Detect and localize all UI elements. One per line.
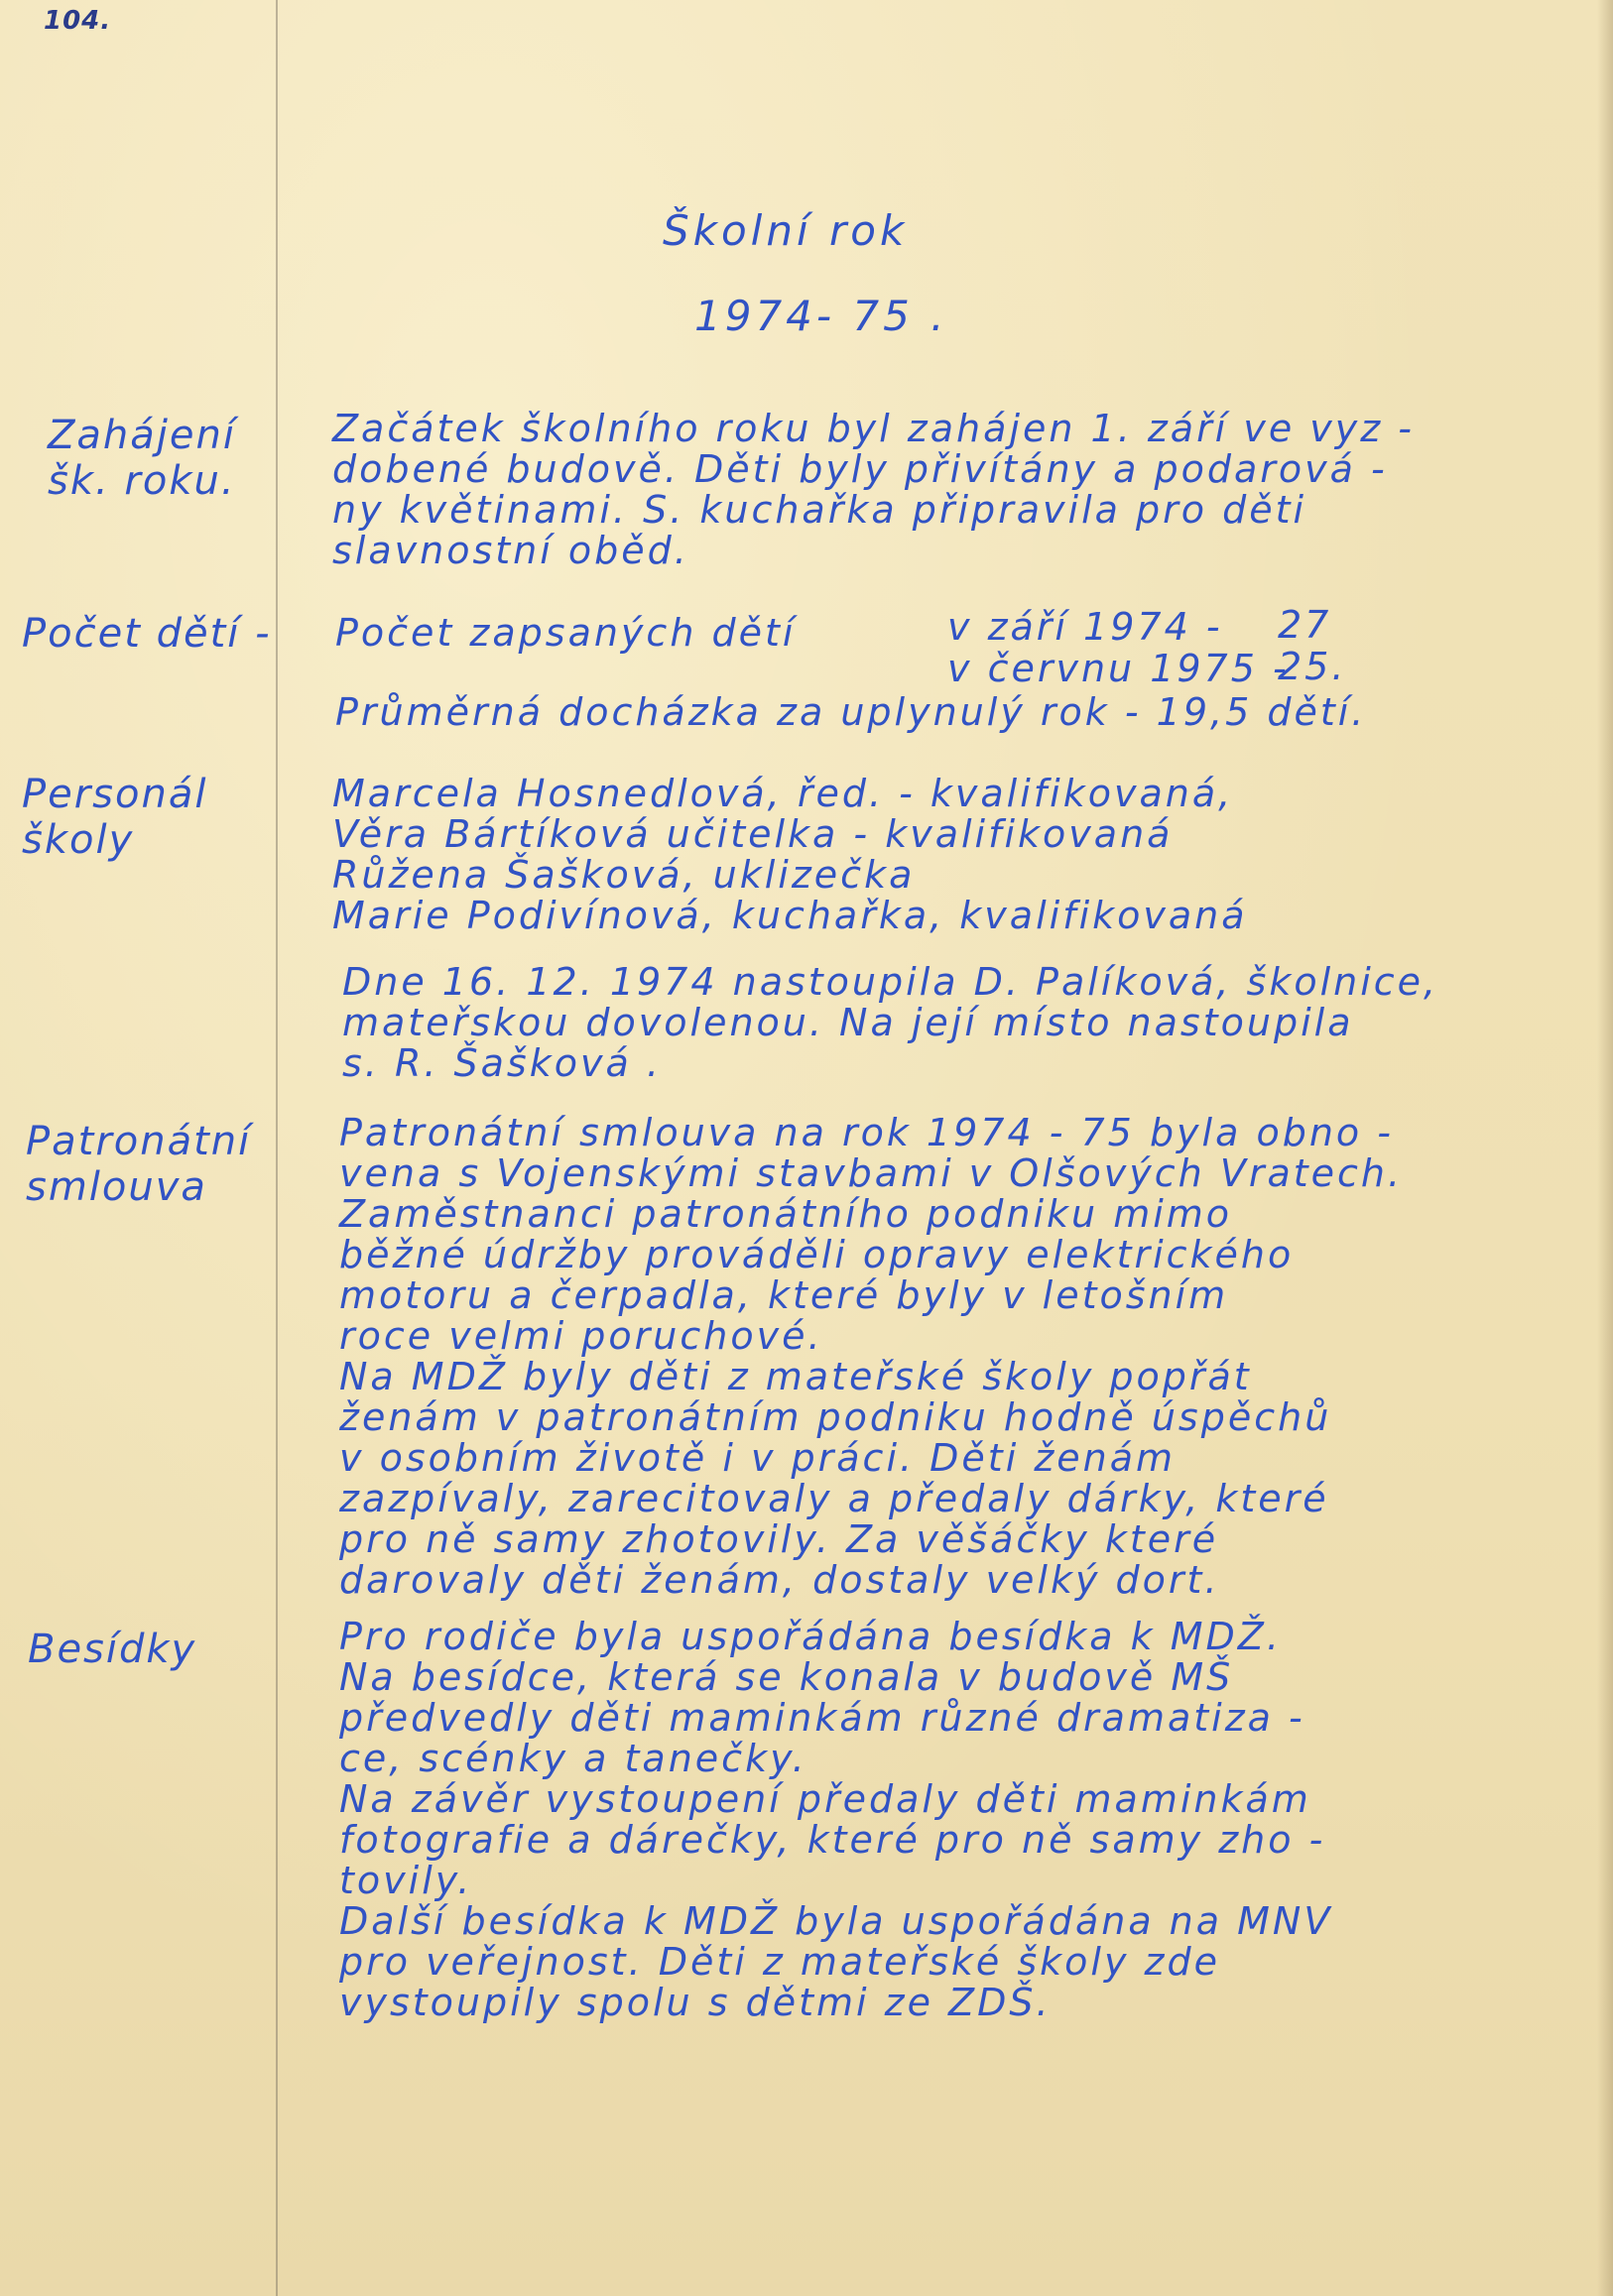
text-line: zazpívaly, zarecitovaly a předaly dárky, které [339, 1477, 1329, 1520]
text-line: Na MDŽ byly děti z mateřské školy popřát [339, 1355, 1252, 1398]
chronicle-title: Školní rok [663, 206, 909, 255]
text-line: v osobním životě i v práci. Děti ženám [339, 1436, 1177, 1480]
text-line: ny květinami. S. kuchařka připravila pro děti [332, 488, 1307, 532]
staff-line: Marcela Hosnedlová, řed. - kvalifikovaná, [332, 772, 1234, 815]
text-line: fotografie a dárečky, které pro ně samy zho - [339, 1818, 1326, 1862]
enrolled-september-value: 27 [1278, 603, 1332, 647]
text-line: běžné údržby prováděli opravy elektrického [339, 1233, 1295, 1276]
text-line: Pro rodiče byla uspořádána besídka k MDŽ. [339, 1615, 1282, 1658]
text-line: ce, scénky a tanečky. [339, 1737, 807, 1780]
enrolled-june-value: 25. [1278, 645, 1347, 688]
staff-line: Marie Podivínová, kuchařka, kvalifikovaná [332, 894, 1248, 937]
margin-label-patronatni: Patronátní smlouva [26, 1119, 252, 1210]
page-number: 104. [44, 6, 112, 36]
text-line: mateřskou dovolenou. Na její místo nastoupila [342, 1001, 1354, 1044]
text-line: Na besídce, která se konala v budově MŠ [339, 1655, 1234, 1699]
text-line: předvedly děti maminkám různé dramatiza - [339, 1696, 1305, 1740]
enrolled-september-period: v září 1974 - [947, 605, 1223, 649]
text-line: darovaly děti ženám, dostaly velký dort. [339, 1558, 1220, 1602]
enrolled-label: Počet zapsaných dětí [335, 611, 797, 655]
text-line: vena s Vojenskými stavbami v Olšových Vratech. [339, 1151, 1404, 1195]
page-edge-shadow [1597, 0, 1613, 2296]
margin-label-zahajeni: Zahájení šk. roku. [48, 413, 236, 504]
section-personal [332, 774, 1248, 936]
section-zahajeni [332, 409, 1415, 571]
text-line: Začátek školního roku byl zahájen 1. září ve vyz - [332, 407, 1416, 450]
section-besidky [339, 1617, 1332, 2023]
staff-line: Růžena Šašková, uklizečka [332, 853, 916, 897]
text-line: slavnostní oběd. [332, 529, 689, 572]
staff-line: Věra Bártíková učitelka - kvalifikovaná [332, 812, 1174, 856]
text-line: Dne 16. 12. 1974 nastoupila D. Palíková, školnice, [342, 960, 1439, 1004]
text-line: dobené budově. Děti byly přivítány a podarová - [332, 447, 1388, 491]
text-line: s. R. Šašková . [342, 1041, 662, 1085]
section-patronatni [339, 1113, 1403, 1601]
text-line: pro ně samy zhotovily. Za věšáčky které [339, 1517, 1219, 1561]
school-year: 1974- 75 . [694, 292, 948, 340]
text-line: Další besídka k MDŽ byla uspořádána na MNV [339, 1899, 1333, 1943]
margin-label-besidky: Besídky [28, 1627, 197, 1672]
text-line: tovily. [339, 1859, 473, 1902]
text-line: ženám v patronátním podniku hodně úspěchů [339, 1395, 1332, 1439]
enrolled-june-period: v červnu 1975 - [947, 647, 1290, 690]
text-line: Zaměstnanci patronátního podniku mimo [339, 1192, 1233, 1236]
section-personal-note [342, 962, 1438, 1084]
margin-rule [276, 0, 278, 2296]
margin-label-pocet: Počet dětí - [22, 611, 272, 657]
text-line: vystoupily spolu s dětmi ze ZDŠ. [339, 1981, 1052, 2024]
text-line: pro veřejnost. Děti z mateřské školy zde [339, 1940, 1220, 1984]
text-line: Na závěr vystoupení předaly děti maminkám [339, 1777, 1311, 1821]
text-line: motoru a čerpadla, které byly v letošním [339, 1273, 1229, 1317]
text-line: Patronátní smlouva na rok 1974 - 75 byla obno - [339, 1111, 1394, 1154]
margin-label-personal: Personál školy [22, 772, 208, 863]
text-line: roce velmi poruchové. [339, 1314, 823, 1358]
average-attendance: Průměrná docházka za uplynulý rok - 19,5 dětí. [335, 690, 1367, 734]
